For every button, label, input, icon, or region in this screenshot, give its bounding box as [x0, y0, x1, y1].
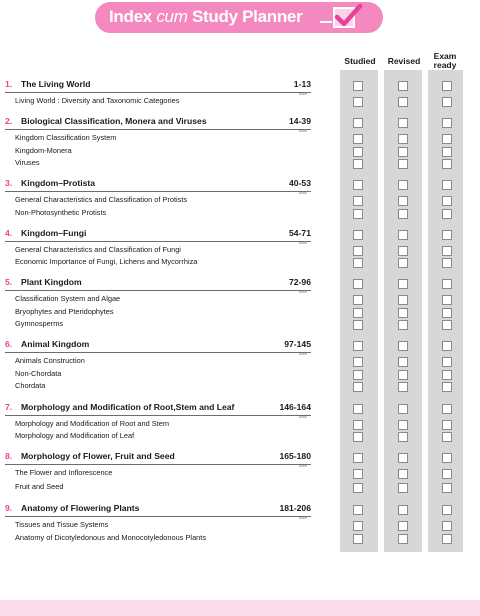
topic-item: Animals Construction	[15, 356, 85, 365]
chapter-8	[5, 451, 311, 463]
exam-ready-checkbox[interactable]	[442, 295, 452, 305]
studied-checkbox[interactable]	[353, 159, 363, 169]
exam-ready-checkbox[interactable]	[442, 404, 452, 414]
topic-item: Kingdom Classification System	[15, 133, 117, 142]
chapter-rule	[5, 191, 311, 192]
chapter-1	[5, 79, 311, 91]
chapter-rule-tick	[299, 130, 307, 132]
chapter-number: 7.	[5, 402, 13, 412]
revised-checkbox[interactable]	[398, 97, 408, 107]
revised-checkbox[interactable]	[398, 341, 408, 351]
chapter-number: 5.	[5, 277, 13, 287]
chapter-rule	[5, 415, 311, 416]
chapter-pages: 40-53	[289, 178, 311, 188]
topic-item: The Flower and Inflorescence	[15, 468, 113, 477]
studied-checkbox[interactable]	[353, 147, 363, 157]
revised-checkbox[interactable]	[398, 432, 408, 442]
revised-checkbox[interactable]	[398, 469, 408, 479]
chapter-number: 4.	[5, 228, 13, 238]
chapter-heading	[5, 228, 311, 240]
topic-item: Anatomy of Dicotyledonous and Monocotyledonous Plants	[15, 533, 207, 542]
revised-checkbox[interactable]	[398, 279, 408, 289]
exam-ready-checkbox[interactable]	[442, 134, 452, 144]
studied-checkbox[interactable]	[353, 420, 363, 430]
chapter-number: 2.	[5, 116, 13, 126]
revised-checkbox[interactable]	[398, 521, 408, 531]
studied-checkbox[interactable]	[353, 534, 363, 544]
topic-item: Living World : Diversity and Taxonomic Categories	[15, 96, 180, 105]
chapter-title: Animal Kingdom	[21, 339, 90, 349]
chapter-title: Anatomy of Flowering Plants	[21, 503, 140, 513]
exam-ready-checkbox[interactable]	[442, 370, 452, 380]
chapter-heading	[5, 79, 311, 91]
column-header-exam-ready: Exam ready	[433, 51, 457, 70]
revised-checkbox[interactable]	[398, 134, 408, 144]
chapter-rule	[5, 464, 311, 465]
exam-ready-checkbox[interactable]	[442, 230, 452, 240]
chapter-rule-tick	[299, 465, 307, 467]
exam-ready-checkbox[interactable]	[442, 279, 452, 289]
revised-checkbox[interactable]	[398, 209, 408, 219]
chapter-heading	[5, 503, 311, 515]
exam-ready-checkbox[interactable]	[442, 196, 452, 206]
exam-ready-checkbox[interactable]	[442, 81, 452, 91]
revised-checkbox[interactable]	[398, 420, 408, 430]
chapter-number: 9.	[5, 503, 13, 513]
chapter-title: Biological Classification, Monera and Viruses	[21, 116, 207, 126]
chapter-heading	[5, 339, 311, 351]
topic-item: Non-Photosynthetic Protists	[15, 208, 107, 217]
chapter-heading	[5, 178, 311, 190]
checkbox-tick-icon	[333, 7, 355, 28]
topic-item: Kingdom-Monera	[15, 146, 72, 155]
topic-item: General Characteristics and Classification of Protists	[15, 195, 188, 204]
chapter-heading	[5, 451, 311, 463]
studied-checkbox[interactable]	[353, 308, 363, 318]
topic-item: Morphology and Modification of Root and Stem	[15, 419, 170, 428]
exam-ready-checkbox[interactable]	[442, 341, 452, 351]
topic-item: Tissues and Tissue Systems	[15, 520, 109, 529]
studied-checkbox[interactable]	[353, 230, 363, 240]
studied-checkbox[interactable]	[353, 295, 363, 305]
studied-checkbox[interactable]	[353, 432, 363, 442]
topic-item: General Characteristics and Classification of Fungi	[15, 245, 181, 254]
chapter-title: Morphology of Flower, Fruit and Seed	[21, 451, 175, 461]
exam-ready-checkbox[interactable]	[442, 308, 452, 318]
revised-checkbox[interactable]	[398, 505, 408, 515]
exam-ready-checkbox[interactable]	[442, 505, 452, 515]
chapter-rule-tick	[299, 192, 307, 194]
banner-dash	[320, 21, 332, 23]
revised-checkbox[interactable]	[398, 483, 408, 493]
chapter-rule	[5, 290, 311, 291]
topic-item: Morphology and Modification of Leaf	[15, 431, 135, 440]
chapter-title: The Living World	[21, 79, 91, 89]
chapter-rule	[5, 92, 311, 93]
revised-checkbox[interactable]	[398, 118, 408, 128]
studied-checkbox[interactable]	[353, 246, 363, 256]
topic-item: Bryophytes and Pteridophytes	[15, 307, 114, 316]
chapter-rule-tick	[299, 93, 307, 95]
chapter-number: 6.	[5, 339, 13, 349]
topic-item: Viruses	[15, 158, 40, 167]
exam-ready-checkbox[interactable]	[442, 357, 452, 367]
studied-checkbox[interactable]	[353, 453, 363, 463]
chapter-number: 8.	[5, 451, 13, 461]
chapter-pages: 54-71	[289, 228, 311, 238]
exam-ready-checkbox[interactable]	[442, 420, 452, 430]
revised-checkbox[interactable]	[398, 320, 408, 330]
chapter-number: 3.	[5, 178, 13, 188]
studied-checkbox[interactable]	[353, 320, 363, 330]
revised-checkbox[interactable]	[398, 382, 408, 392]
revised-checkbox[interactable]	[398, 404, 408, 414]
exam-ready-checkbox[interactable]	[442, 97, 452, 107]
exam-ready-checkbox[interactable]	[442, 521, 452, 531]
exam-ready-checkbox[interactable]	[442, 453, 452, 463]
studied-checkbox[interactable]	[353, 196, 363, 206]
revised-checkbox[interactable]	[398, 230, 408, 240]
chapter-title: Plant Kingdom	[21, 277, 82, 287]
chapter-4	[5, 228, 311, 240]
chapter-rule-tick	[299, 353, 307, 355]
exam-ready-checkbox[interactable]	[442, 382, 452, 392]
exam-ready-checkbox[interactable]	[442, 180, 452, 190]
chapter-5	[5, 277, 311, 289]
chapter-heading	[5, 277, 311, 289]
chapter-rule	[5, 516, 311, 517]
chapter-7	[5, 402, 311, 414]
studied-checkbox[interactable]	[353, 357, 363, 367]
revised-checkbox[interactable]	[398, 81, 408, 91]
chapter-title: Kingdom–Protista	[21, 178, 96, 188]
chapter-rule	[5, 129, 311, 130]
studied-checkbox[interactable]	[353, 370, 363, 380]
chapter-heading	[5, 402, 311, 414]
chapter-6	[5, 339, 311, 351]
chapter-title: Morphology and Modification of Root,Stem and Leaf	[21, 402, 235, 412]
topic-item: Gymnosperms	[15, 319, 64, 328]
revised-checkbox[interactable]	[398, 453, 408, 463]
chapter-pages: 97-145	[284, 339, 311, 349]
chapter-9	[5, 503, 311, 515]
studied-checkbox[interactable]	[353, 81, 363, 91]
chapter-3	[5, 178, 311, 190]
topic-item: Non-Chordata	[15, 369, 62, 378]
chapter-pages: 146-164	[279, 402, 311, 412]
chapter-rule	[5, 352, 311, 353]
studied-checkbox[interactable]	[353, 118, 363, 128]
exam-ready-checkbox[interactable]	[442, 147, 452, 157]
page-title	[109, 7, 302, 27]
chapter-rule-tick	[299, 291, 307, 293]
footer-band	[0, 600, 480, 616]
studied-checkbox[interactable]	[353, 279, 363, 289]
chapter-pages: 14-39	[289, 116, 311, 126]
studied-checkbox[interactable]	[353, 97, 363, 107]
studied-checkbox[interactable]	[353, 382, 363, 392]
chapter-2	[5, 116, 311, 128]
exam-ready-checkbox[interactable]	[442, 534, 452, 544]
chapter-rule-tick	[299, 416, 307, 418]
revised-checkbox[interactable]	[398, 258, 408, 268]
chapter-pages: 72-96	[289, 277, 311, 287]
topic-item: Chordata	[15, 381, 46, 390]
studied-checkbox[interactable]	[353, 521, 363, 531]
chapter-pages: 181-206	[279, 503, 311, 513]
exam-ready-checkbox[interactable]	[442, 469, 452, 479]
exam-ready-checkbox[interactable]	[442, 246, 452, 256]
revised-checkbox[interactable]	[398, 357, 408, 367]
title-index: Index	[109, 7, 152, 26]
title-cum: cum	[156, 7, 188, 26]
revised-checkbox[interactable]	[398, 534, 408, 544]
revised-checkbox[interactable]	[398, 180, 408, 190]
column-header-revised: Revised	[387, 56, 421, 66]
exam-ready-checkbox[interactable]	[442, 483, 452, 493]
exam-ready-checkbox[interactable]	[442, 118, 452, 128]
exam-ready-checkbox[interactable]	[442, 258, 452, 268]
studied-checkbox[interactable]	[353, 505, 363, 515]
chapter-rule-tick	[299, 242, 307, 244]
studied-checkbox[interactable]	[353, 258, 363, 268]
revised-checkbox[interactable]	[398, 159, 408, 169]
chapter-title: Kingdom–Fungi	[21, 228, 87, 238]
revised-checkbox[interactable]	[398, 295, 408, 305]
studied-checkbox[interactable]	[353, 469, 363, 479]
studied-checkbox[interactable]	[353, 180, 363, 190]
studied-checkbox[interactable]	[353, 209, 363, 219]
studied-checkbox[interactable]	[353, 483, 363, 493]
revised-checkbox[interactable]	[398, 147, 408, 157]
chapter-pages: 1-13	[293, 79, 311, 89]
topic-item: Classification System and Algae	[15, 294, 121, 303]
chapter-rule	[5, 241, 311, 242]
column-header-studied: Studied	[344, 56, 376, 66]
studied-checkbox[interactable]	[353, 134, 363, 144]
revised-checkbox[interactable]	[398, 370, 408, 380]
studied-checkbox[interactable]	[353, 404, 363, 414]
topic-item: Fruit and Seed	[15, 482, 64, 491]
topic-item: Economic Importance of Fungi, Lichens and Mycorrhiza	[15, 257, 198, 266]
exam-ready-checkbox[interactable]	[442, 159, 452, 169]
revised-checkbox[interactable]	[398, 308, 408, 318]
chapter-pages: 165-180	[279, 451, 311, 461]
chapter-heading	[5, 116, 311, 128]
chapter-rule-tick	[299, 517, 307, 519]
revised-checkbox[interactable]	[398, 196, 408, 206]
title-study-planner: Study Planner	[192, 7, 303, 26]
exam-ready-checkbox[interactable]	[442, 209, 452, 219]
exam-ready-checkbox[interactable]	[442, 432, 452, 442]
studied-checkbox[interactable]	[353, 341, 363, 351]
exam-ready-checkbox[interactable]	[442, 320, 452, 330]
chapter-number: 1.	[5, 79, 13, 89]
revised-checkbox[interactable]	[398, 246, 408, 256]
page-banner	[95, 2, 383, 33]
